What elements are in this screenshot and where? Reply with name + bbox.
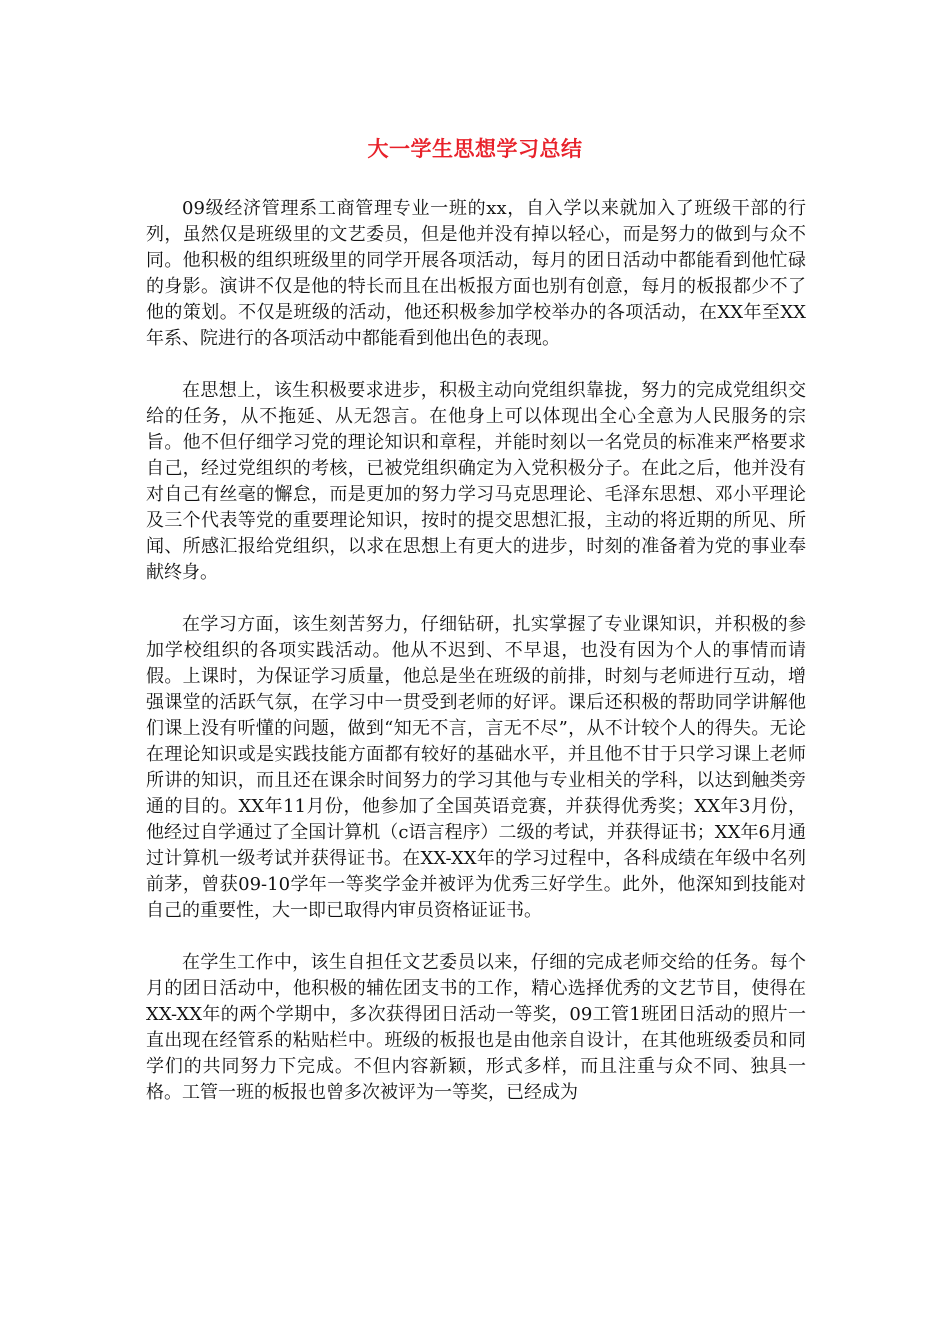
paragraph-1: 09级经济管理系工商管理专业一班的xx，自入学以来就加入了班级干部的行列，虽然仅是班级里的文艺委员，但是他并没有掉以轻心，而是努力的做到与众不同。他积极的组织班级里的同学开展各项活动，每月的团日活动中都能看到他忙碌的身影。演讲不仅是他的特长而且在出板报方面也别有创意，每月的板报都少不了他的策划。不仅是班级的活动，他还积极参加学校举办的各项活动，在XX年至XX年系、院进行的各项活动中都能看到他出色的表现。 <box>146 198 806 349</box>
paragraph-4: 在学生工作中，该生自担任文艺委员以来，仔细的完成老师交给的任务。每个月的团日活动中，他积极的辅佐团支书的工作，精心选择优秀的文艺节目，使得在XX-XX年的两个学期中，多次获得团日活动一等奖，09工管1班团日活动的照片一直出现在经管系的粘贴栏中。班级的板报也是由他亲自设计，在其他班级委员和同学们的共同努力下完成。不但内容新颖，形式多样，而且注重与众不同、独具一格。工管一班的板报也曾多次被评为一等奖，已经成为 <box>146 952 806 1103</box>
paragraph-3: 在学习方面，该生刻苦努力，仔细钻研，扎实掌握了专业课知识，并积极的参加学校组织的各项实践活动。他从不迟到、不早退，也没有因为个人的事情而请假。上课时，为保证学习质量，他总是坐在班级的前排，时刻与老师进行互动，增强课堂的活跃气氛，在学习中一贯受到老师的好评。课后还积极的帮助同学讲解他们课上没有听懂的问题，做到“知无不言，言无不尽”，从不计较个人的得失。无论在理论知识或是实践技能方面都有较好的基础水平，并且他不甘于只学习课上老师所讲的知识，而且还在课余时间努力的学习其他与专业相关的学科，以达到触类旁通的目的。XX年11月份，他参加了全国英语竞赛，并获得优秀奖；XX年3月份，他经过自学通过了全国计算机（c语言程序）二级的考试，并获得证书；XX年6月通过计算机一级考试并获得证书。在XX-XX年的学习过程中，各科成绩在年级中名列前茅，曾获09-10学年一等奖学金并被评为优秀三好学生。此外，他深知到技能对自己的重要性，大一即已取得内审员资格证证书。 <box>146 614 806 921</box>
paragraph-2: 在思想上，该生积极要求进步，积极主动向党组织靠拢，努力的完成党组织交给的任务，从不拖延、从无怨言。在他身上可以体现出全心全意为人民服务的宗旨。他不但仔细学习党的理论知识和章程，并能时刻以一名党员的标准来严格要求自己，经过党组织的考核，已被党组织确定为入党积极分子。在此之后，他并没有对自己有丝毫的懈怠，而是更加的努力学习马克思理论、毛泽东思想、邓小平理论及三个代表等党的重要理论知识，按时的提交思想汇报，主动的将近期的所见、所闻、所感汇报给党组织，以求在思想上有更大的进步，时刻的准备着为党的事业奉献终身。 <box>146 380 806 583</box>
document-body <box>146 196 806 1132</box>
document-title: 大一学生思想学习总结 <box>367 137 583 161</box>
